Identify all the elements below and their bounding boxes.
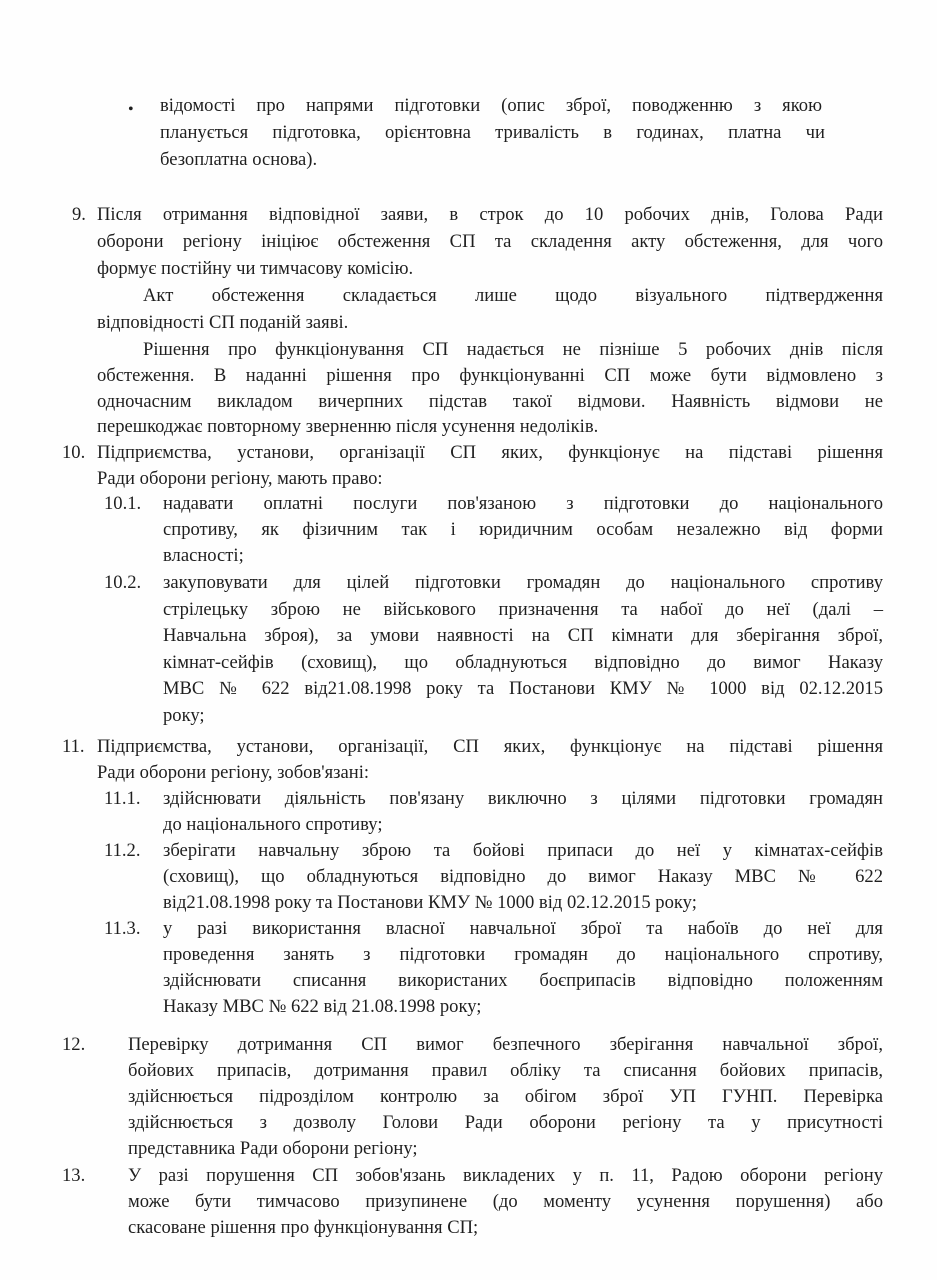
text-line: кімнат-сейфів (сховищ), що обладнуються відповідно до вимог Наказу: [163, 652, 883, 673]
text-line: планується підготовка, орієнтовна тривалість в годинах, платна чи: [160, 122, 825, 143]
text-line: зберігати навчальну зброю та бойові припаси до неї у кімнатах-сейфів: [163, 840, 883, 861]
text-line: Підприємства, установи, організації СП яких, функціонує на підставі рішення: [97, 442, 883, 463]
text-line: року;: [163, 705, 205, 726]
text-line: здійснювати діяльність пов'язану виключно з цілями підготовки громадян: [163, 788, 883, 809]
text-line: здійснюється з дозволу Голови Ради оборони регіону та у присутності: [128, 1112, 883, 1133]
text-line: спротиву, як фізичним так і юридичним особам незалежно від форми: [163, 519, 883, 540]
text-line: власності;: [163, 545, 244, 566]
item-number: 10.: [62, 442, 86, 463]
item-number: 12.: [62, 1034, 86, 1055]
text-line: Підприємства, установи, організації, СП яких, функціонує на підставі рішення: [97, 736, 883, 757]
text-line: стрілецьку зброю не військового призначення та набої до неї (далі –: [163, 599, 883, 620]
text-line: Ради оборони регіону, мають право:: [97, 468, 383, 489]
item-number: 9.: [72, 204, 86, 225]
text-line: здійснювати списання використаних боєприпасів відповідно положенням: [163, 970, 883, 991]
text-line: закуповувати для цілей підготовки громадян до національного спротиву: [163, 572, 883, 593]
text-line: від21.08.1998 року та Постанови КМУ № 1000 від 02.12.2015 року;: [163, 892, 697, 913]
item-number: 11.: [62, 736, 85, 757]
text-line: одночасним викладом вичерпних підстав такої відмови. Наявність відмови не: [97, 391, 883, 412]
text-line: Ради оборони регіону, зобов'язані:: [97, 762, 370, 783]
subitem-number: 11.3.: [104, 918, 141, 939]
text-line: представника Ради оборони регіону;: [128, 1138, 418, 1159]
text-line: МВС № 622 від21.08.1998 року та Постанови КМУ № 1000 від 02.12.2015: [163, 678, 883, 699]
subitem-number: 11.2.: [104, 840, 141, 861]
text-line: скасоване рішення про функціонування СП;: [128, 1217, 479, 1238]
text-line: може бути тимчасово призупинене (до моменту усунення порушення) або: [128, 1191, 883, 1212]
text-line: проведення занять з підготовки громадян до національного спротиву,: [163, 944, 883, 965]
text-line: Перевірку дотримання СП вимог безпечного зберігання навчальної зброї,: [128, 1034, 883, 1055]
text-line: Акт обстеження складається лише щодо візуального підтвердження: [143, 285, 883, 306]
text-line: бойових припасів, дотримання правил обліку та списання бойових припасів,: [128, 1060, 883, 1081]
text-line: до національного спротиву;: [163, 814, 383, 835]
subitem-number: 10.2.: [104, 572, 142, 593]
text-line: відповідності СП поданій заяві.: [97, 312, 349, 333]
text-line: У разі порушення СП зобов'язань викладених у п. 11, Радою оборони регіону: [128, 1165, 883, 1186]
text-line: (сховищ), що обладнуються відповідно до вимог Наказу МВС № 622: [163, 866, 883, 887]
text-line: Після отримання відповідної заяви, в строк до 10 робочих днів, Голова Ради: [97, 204, 883, 225]
text-line: оборони регіону ініціює обстеження СП та складення акту обстеження, для чого: [97, 231, 883, 252]
text-line: безоплатна основа).: [160, 149, 318, 170]
subitem-number: 10.1.: [104, 493, 142, 514]
text-line: перешкоджає повторному зверненню після усунення недоліків.: [97, 416, 599, 437]
text-line: Рішення про функціонування СП надається не пізніше 5 робочих днів після: [143, 339, 883, 360]
text-line: Навчальна зброя), за умови наявності на СП кімнати для зберігання зброї,: [163, 625, 883, 646]
subitem-number: 11.1.: [104, 788, 141, 809]
text-line: у разі використання власної навчальної зброї та набоїв до неї для: [163, 918, 883, 939]
item-number: 13.: [62, 1165, 86, 1186]
text-line: здійснюється підрозділом контролю за обігом зброї УП ГУНП. Перевірка: [128, 1086, 883, 1107]
text-line: формує постійну чи тимчасову комісію.: [97, 258, 414, 279]
text-line: обстеження. В наданні рішення про функціонуванні СП може бути відмовлено з: [97, 365, 883, 386]
text-line: надавати оплатні послуги пов'язаною з підготовки до національного: [163, 493, 883, 514]
bullet-marker: •: [128, 101, 134, 118]
text-line: Наказу МВС № 622 від 21.08.1998 року;: [163, 996, 482, 1017]
text-line: відомості про напрями підготовки (опис зброї, поводженню з якою: [160, 95, 822, 116]
